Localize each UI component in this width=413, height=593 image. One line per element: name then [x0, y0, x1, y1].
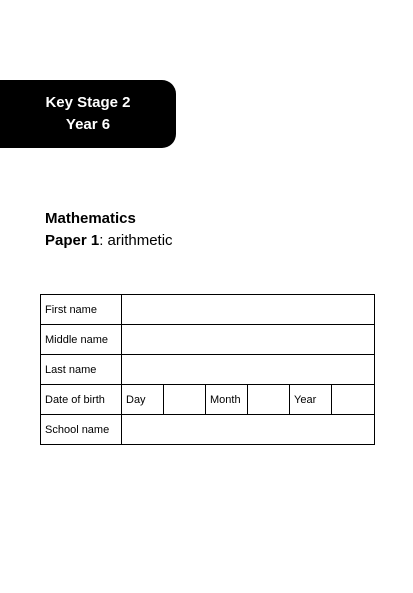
school-name-row	[41, 415, 375, 445]
first-name-field[interactable]	[122, 295, 375, 325]
paper-title	[45, 230, 173, 252]
date-of-birth-label: Date of birth	[41, 385, 122, 415]
date-of-birth-row	[41, 385, 375, 415]
school-name-field[interactable]	[122, 415, 375, 445]
paper-separator: :	[99, 232, 104, 249]
middle-name-field[interactable]	[122, 325, 375, 355]
last-name-row	[41, 355, 375, 385]
first-name-label: First name	[41, 295, 122, 325]
day-field[interactable]	[164, 385, 206, 415]
paper-name: arithmetic	[103, 232, 173, 249]
first-name-row	[41, 295, 375, 325]
key-stage-banner	[0, 80, 176, 148]
subject-title: Mathematics	[45, 210, 136, 227]
middle-name-row	[41, 325, 375, 355]
school-name-label: School name	[41, 415, 122, 445]
key-stage-label: Key Stage 2	[45, 94, 131, 111]
pupil-details-table	[40, 294, 375, 445]
title-block	[45, 208, 173, 252]
year-label: Year 6	[65, 116, 111, 133]
year-field[interactable]	[332, 385, 375, 415]
month-label: Month	[206, 385, 248, 415]
day-label: Day	[122, 385, 164, 415]
year-label: Year	[290, 385, 332, 415]
month-field[interactable]	[248, 385, 290, 415]
middle-name-label: Middle name	[41, 325, 122, 355]
last-name-label: Last name	[41, 355, 122, 385]
paper-number: Paper 1	[45, 232, 100, 249]
last-name-field[interactable]	[122, 355, 375, 385]
